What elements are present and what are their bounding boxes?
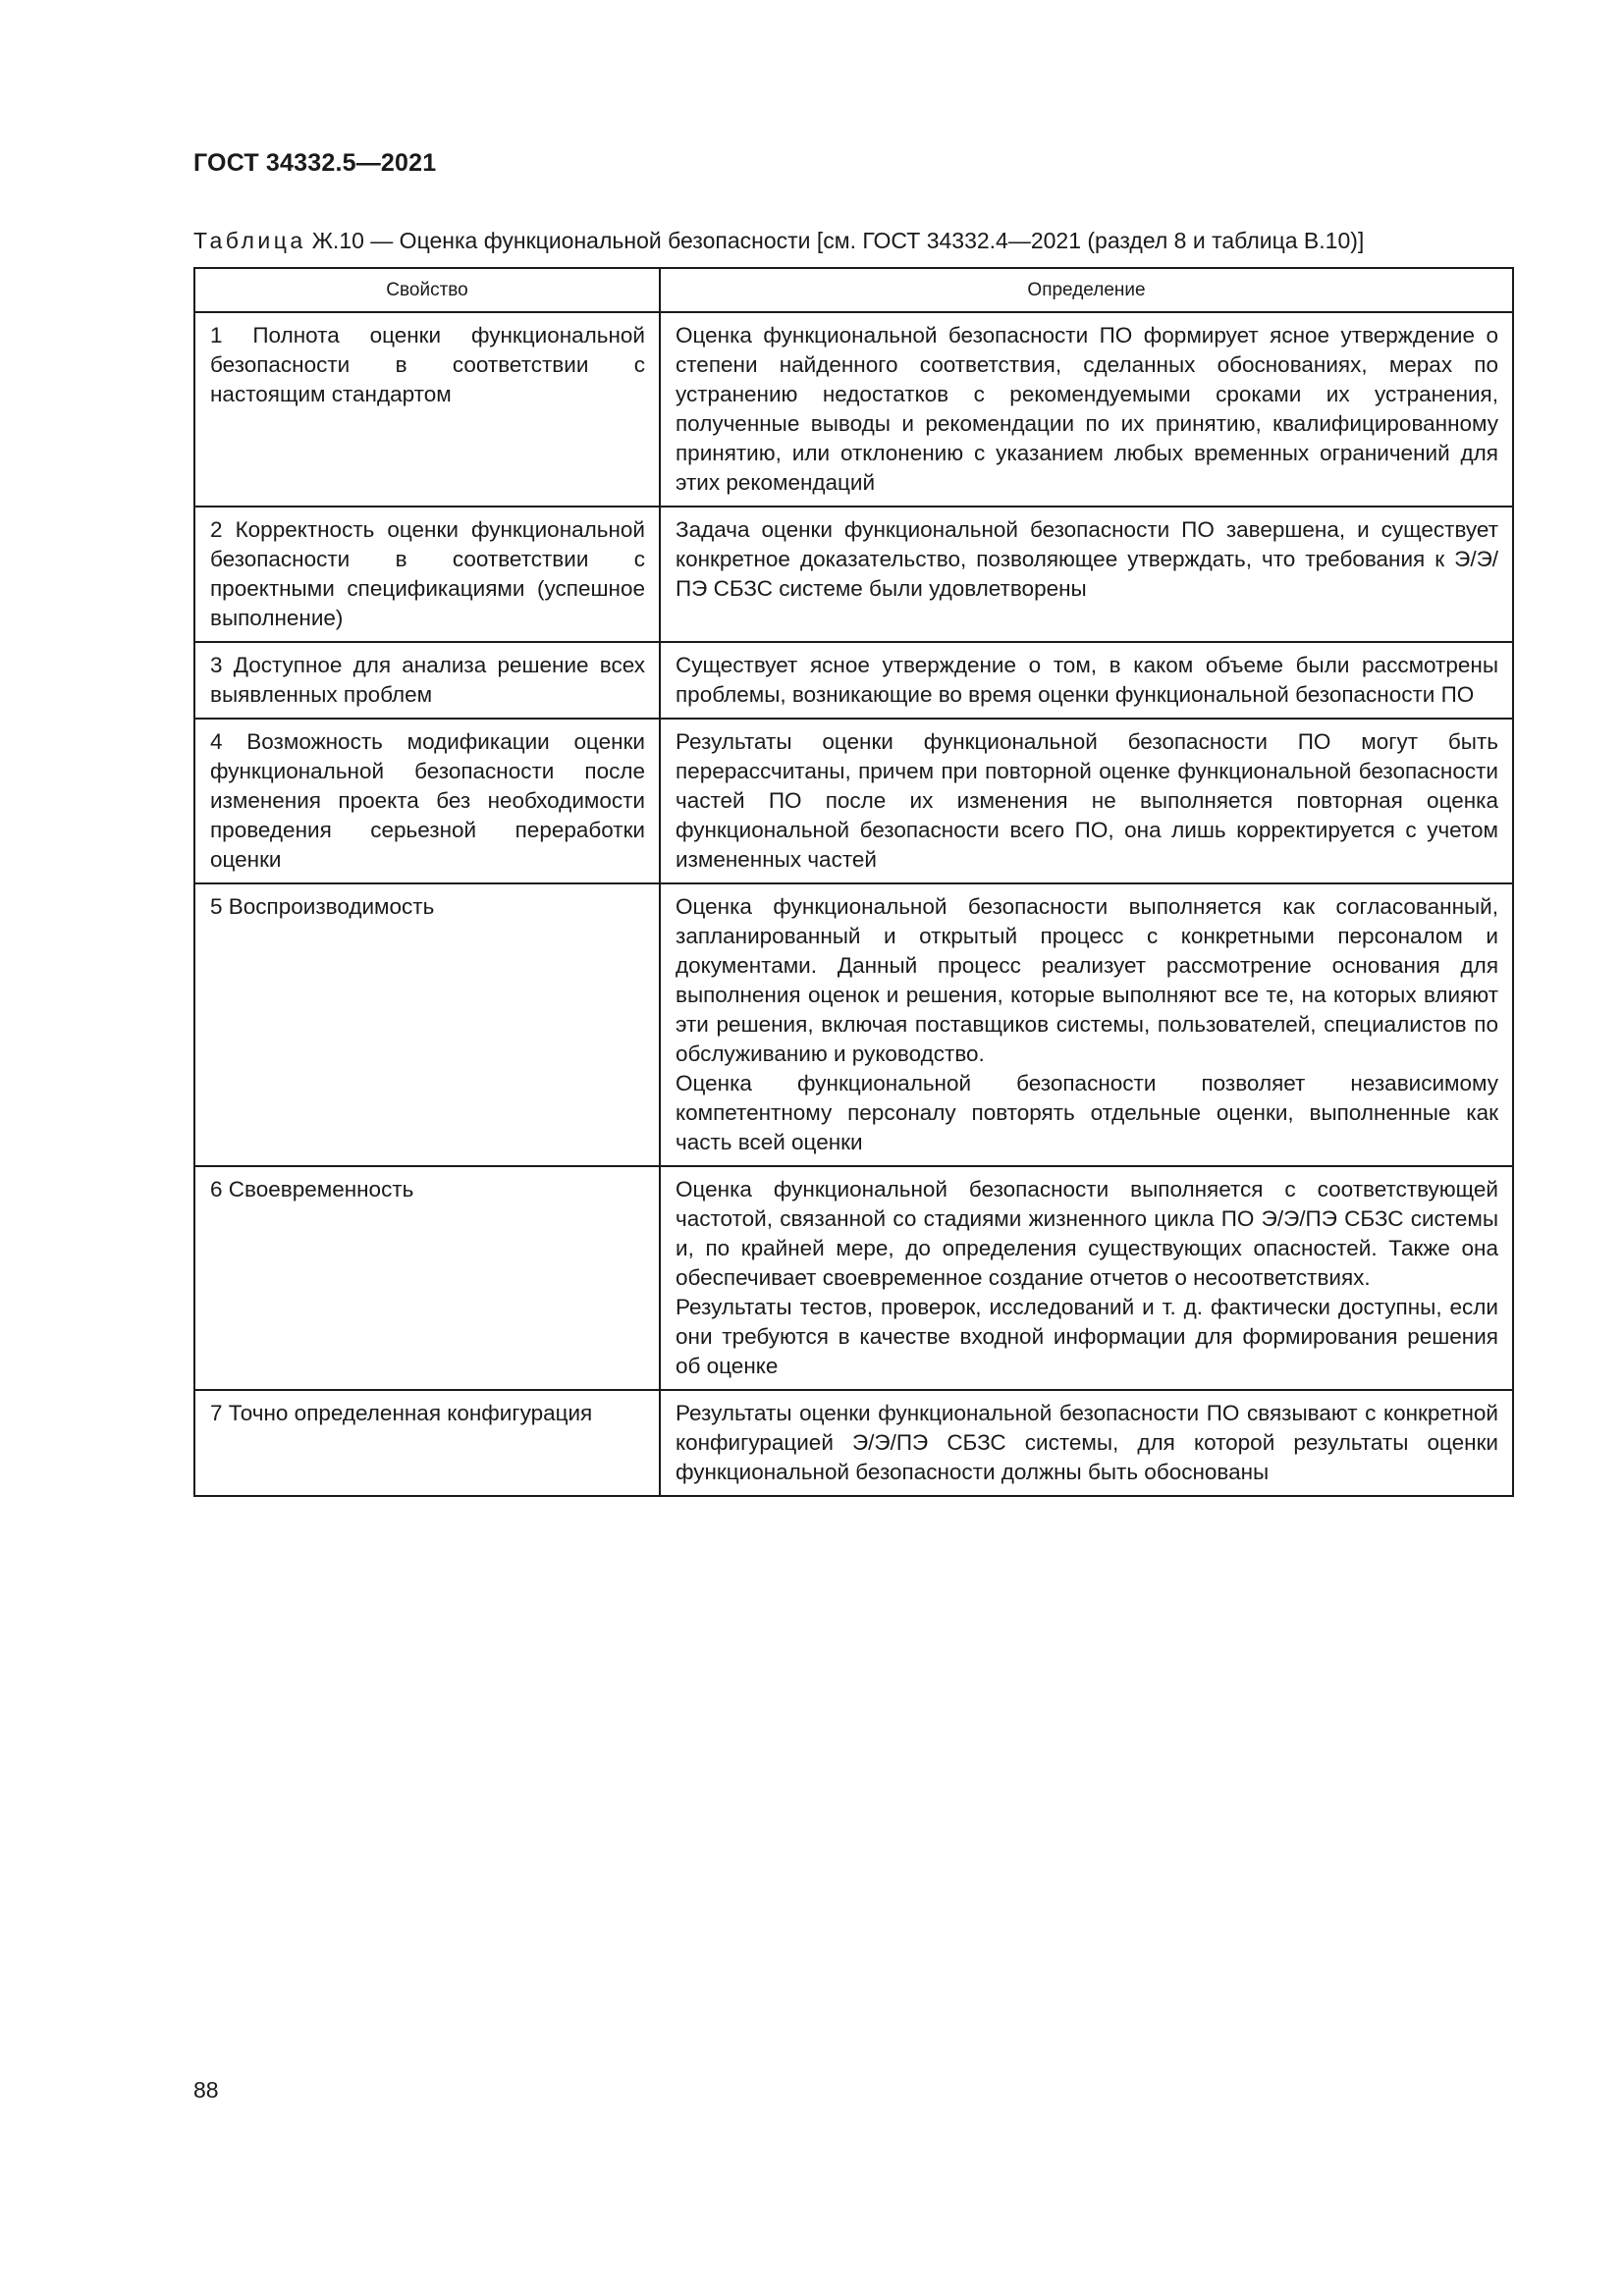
document-id: ГОСТ 34332.5—2021 [193, 149, 437, 177]
table-caption [193, 228, 1364, 254]
column-header-property: Свойство [194, 268, 660, 312]
definition-cell [660, 642, 1513, 719]
table-row [194, 883, 1513, 1166]
definition-paragraph: Существует ясное утверждение о том, в каком объеме были рассмотрены проблемы, возникающие во время оценки функциональной безопасности ПО [676, 653, 1498, 707]
column-header-definition: Определение [660, 268, 1513, 312]
table-header-row [194, 268, 1513, 312]
definition-paragraph: Задача оценки функциональной безопасности ПО завершена, и существует конкретное доказательство, позволяющее утверждать, что требования к Э/Э/ПЭ СБЗС системе были удовлетворены [676, 517, 1498, 601]
property-cell: 6 Своевременность [194, 1166, 660, 1390]
definition-cell [660, 312, 1513, 507]
definition-cell [660, 883, 1513, 1166]
definition-paragraph: Оценка функциональной безопасности выполняется с соответствующей частотой, связанной со стадиями жизненного цикла ПО Э/Э/ПЭ СБЗС системы и, по крайней мере, до определения существующих опасностей. Также она обеспечивает своевременное создание отчетов о несоответствиях. [676, 1177, 1498, 1290]
table-row [194, 719, 1513, 883]
table-row [194, 507, 1513, 642]
property-cell: 7 Точно определенная конфигурация [194, 1390, 660, 1496]
definition-cell [660, 507, 1513, 642]
property-cell: 1 Полнота оценки функциональной безопасности в соответствии с настоящим стандартом [194, 312, 660, 507]
table-caption-text: Ж.10 — Оценка функциональной безопасности [см. ГОСТ 34332.4—2021 (раздел 8 и таблица В.10)] [311, 228, 1365, 253]
definition-cell [660, 1390, 1513, 1496]
table-row [194, 312, 1513, 507]
table-row [194, 1166, 1513, 1390]
properties-table [193, 267, 1514, 1497]
property-cell: 5 Воспроизводимость [194, 883, 660, 1166]
definition-paragraph: Оценка функциональной безопасности выполняется как согласованный, запланированный и открытый процесс с конкретными персоналом и документами. Данный процесс реализует рассмотрение основания для выполнения оценок и решения, которые выполняют все те, на которых влияют эти решения, включая поставщиков системы, пользователей, специалистов по обслуживанию и руководство. [676, 894, 1498, 1066]
table-row [194, 1390, 1513, 1496]
definition-paragraph: Оценка функциональной безопасности позволяет независимому компетентному персоналу повторять отдельные оценки, выполненные как часть всей оценки [676, 1071, 1498, 1154]
page-number: 88 [193, 2077, 219, 2103]
definition-paragraph: Результаты оценки функциональной безопасности ПО могут быть перерассчитаны, причем при повторной оценке функциональной безопасности частей ПО после их изменения не выполняется повторная оценка функциональной безопасности всего ПО, она лишь корректируется с учетом измененных частей [676, 729, 1498, 872]
property-cell: 3 Доступное для анализа решение всех выявленных проблем [194, 642, 660, 719]
definition-cell [660, 719, 1513, 883]
definition-paragraph: Результаты тестов, проверок, исследований и т. д. фактически доступны, если они требуются в качестве входной информации для формирования решения об оценке [676, 1295, 1498, 1378]
definition-paragraph: Оценка функциональной безопасности ПО формирует ясное утверждение о степени найденного соответствия, сделанных обоснованиях, мерах по устранению недостатков с рекомендуемыми сроками их устранения, полученные выводы и рекомендации по их принятию, квалифицированному принятию, или отклонению с указанием любых временных ограничений для этих рекомендаций [676, 323, 1498, 495]
table-caption-label: Таблица [193, 228, 306, 253]
property-cell: 4 Возможность модификации оценки функциональной безопасности после изменения проекта без необходимости проведения серьезной переработки оценки [194, 719, 660, 883]
table-row [194, 642, 1513, 719]
definition-cell [660, 1166, 1513, 1390]
definition-paragraph: Результаты оценки функциональной безопасности ПО связывают с конкретной конфигурацией Э/Э/ПЭ СБЗС системы, для которой результаты оценки функциональной безопасности должны быть обоснованы [676, 1401, 1498, 1484]
property-cell: 2 Корректность оценки функциональной безопасности в соответствии с проектными спецификациями (успешное выполнение) [194, 507, 660, 642]
